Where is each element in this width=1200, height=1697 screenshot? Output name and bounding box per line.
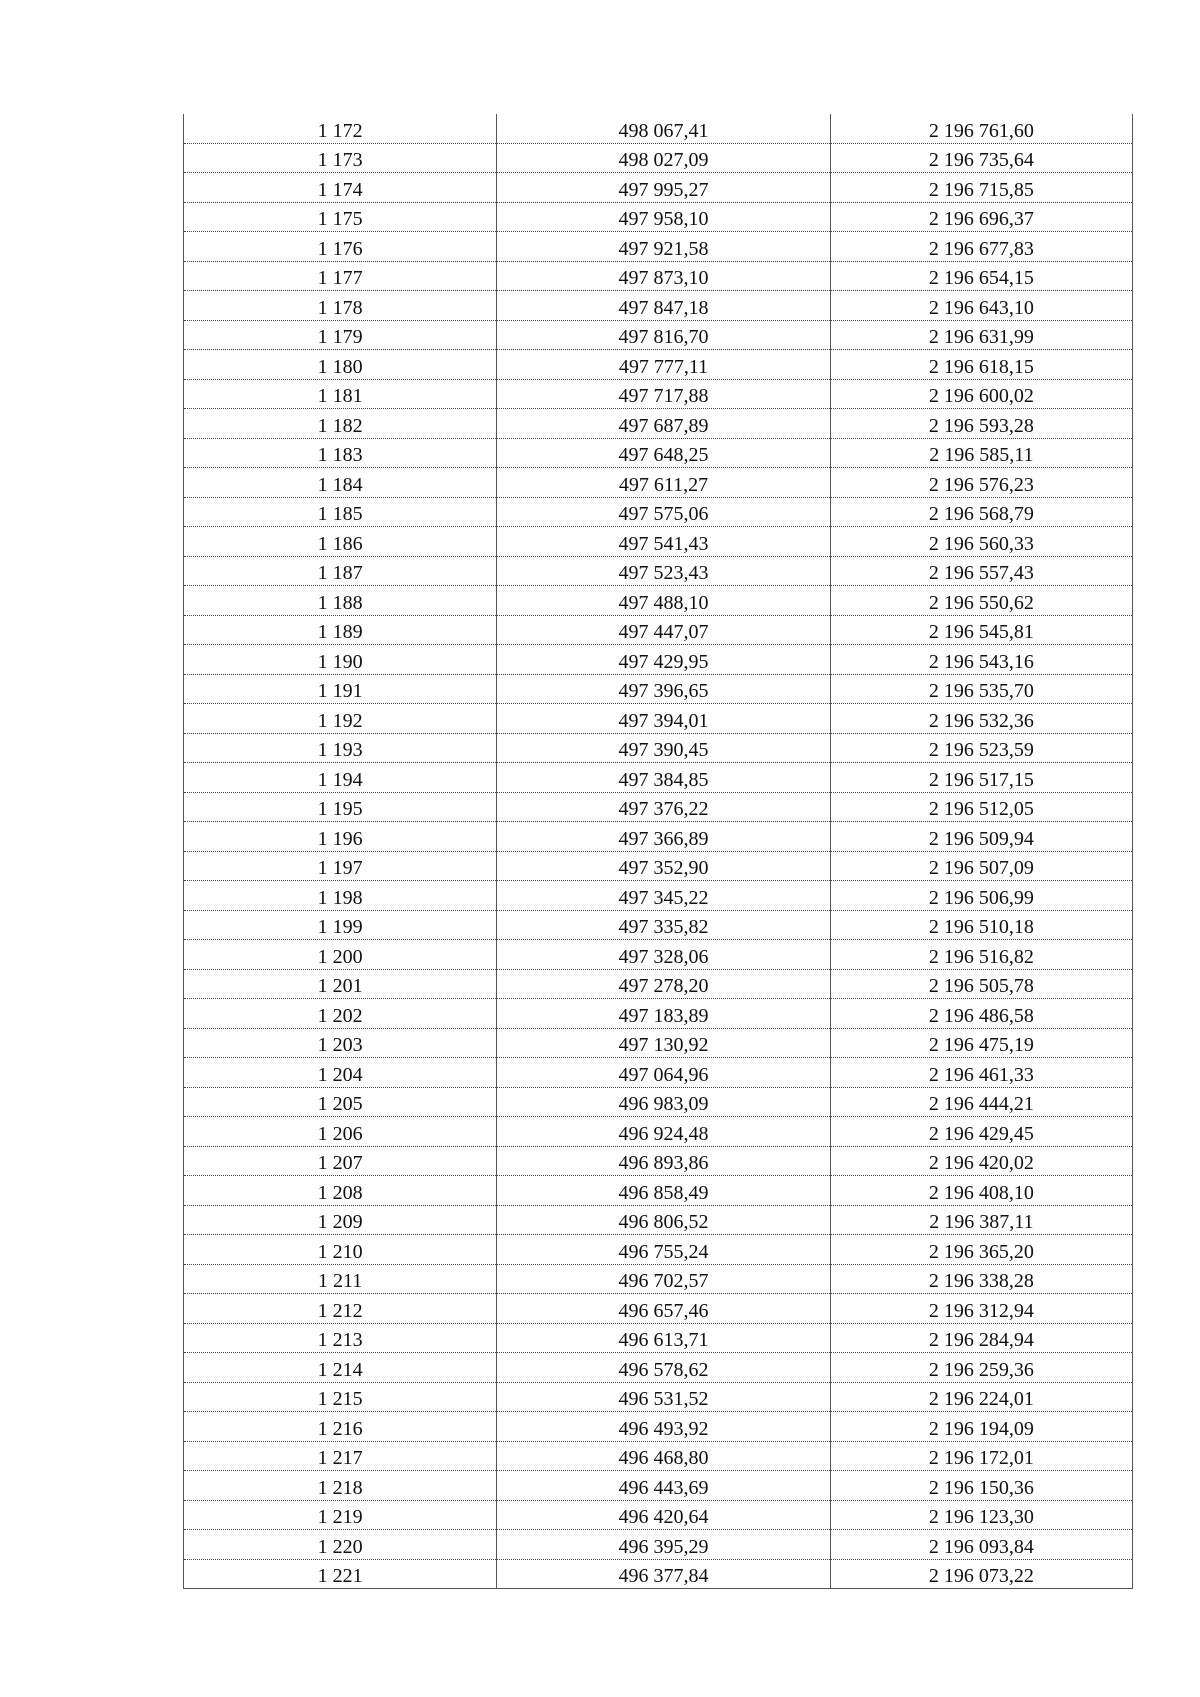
point-number-cell: 1 208 — [184, 1176, 497, 1206]
x-coordinate-cell: 497 873,10 — [497, 261, 830, 291]
table-row — [184, 556, 1133, 586]
x-coordinate-cell: 497 376,22 — [497, 792, 830, 822]
point-number-cell: 1 192 — [184, 704, 497, 734]
table-row — [184, 468, 1133, 498]
x-coordinate-cell: 496 377,84 — [497, 1559, 830, 1589]
y-coordinate-cell: 2 196 550,62 — [830, 586, 1132, 616]
y-coordinate-cell: 2 196 093,84 — [830, 1530, 1132, 1560]
y-coordinate-cell: 2 196 486,58 — [830, 999, 1132, 1029]
y-coordinate-cell: 2 196 643,10 — [830, 291, 1132, 321]
point-number-cell: 1 181 — [184, 379, 497, 409]
point-number-cell: 1 183 — [184, 438, 497, 468]
point-number-cell: 1 205 — [184, 1087, 497, 1117]
y-coordinate-cell: 2 196 408,10 — [830, 1176, 1132, 1206]
y-coordinate-cell: 2 196 677,83 — [830, 232, 1132, 262]
table-row — [184, 881, 1133, 911]
y-coordinate-cell: 2 196 338,28 — [830, 1264, 1132, 1294]
point-number-cell: 1 189 — [184, 615, 497, 645]
point-number-cell: 1 206 — [184, 1117, 497, 1147]
table-row — [184, 202, 1133, 232]
table-row — [184, 910, 1133, 940]
y-coordinate-cell: 2 196 365,20 — [830, 1235, 1132, 1265]
point-number-cell: 1 213 — [184, 1323, 497, 1353]
x-coordinate-cell: 497 335,82 — [497, 910, 830, 940]
x-coordinate-cell: 496 395,29 — [497, 1530, 830, 1560]
table-row — [184, 1117, 1133, 1147]
table-row — [184, 1205, 1133, 1235]
y-coordinate-cell: 2 196 505,78 — [830, 969, 1132, 999]
y-coordinate-cell: 2 196 172,01 — [830, 1441, 1132, 1471]
point-number-cell: 1 194 — [184, 763, 497, 793]
point-number-cell: 1 204 — [184, 1058, 497, 1088]
table-row — [184, 1471, 1133, 1501]
x-coordinate-cell: 497 366,89 — [497, 822, 830, 852]
point-number-cell: 1 172 — [184, 114, 497, 143]
x-coordinate-cell: 496 702,57 — [497, 1264, 830, 1294]
x-coordinate-cell: 497 847,18 — [497, 291, 830, 321]
table-row — [184, 379, 1133, 409]
table-row — [184, 969, 1133, 999]
x-coordinate-cell: 497 611,27 — [497, 468, 830, 498]
point-number-cell: 1 198 — [184, 881, 497, 911]
point-number-cell: 1 191 — [184, 674, 497, 704]
y-coordinate-cell: 2 196 523,59 — [830, 733, 1132, 763]
point-number-cell: 1 174 — [184, 173, 497, 203]
x-coordinate-cell: 497 777,11 — [497, 350, 830, 380]
table-row — [184, 1087, 1133, 1117]
y-coordinate-cell: 2 196 715,85 — [830, 173, 1132, 203]
table-row — [184, 674, 1133, 704]
y-coordinate-cell: 2 196 224,01 — [830, 1382, 1132, 1412]
point-number-cell: 1 218 — [184, 1471, 497, 1501]
table-row — [184, 822, 1133, 852]
x-coordinate-cell: 497 816,70 — [497, 320, 830, 350]
point-number-cell: 1 180 — [184, 350, 497, 380]
y-coordinate-cell: 2 196 194,09 — [830, 1412, 1132, 1442]
table-row — [184, 173, 1133, 203]
point-number-cell: 1 212 — [184, 1294, 497, 1324]
x-coordinate-cell: 496 893,86 — [497, 1146, 830, 1176]
point-number-cell: 1 221 — [184, 1559, 497, 1589]
x-coordinate-cell: 496 420,64 — [497, 1500, 830, 1530]
x-coordinate-cell: 496 755,24 — [497, 1235, 830, 1265]
y-coordinate-cell: 2 196 585,11 — [830, 438, 1132, 468]
x-coordinate-cell: 497 717,88 — [497, 379, 830, 409]
table-row — [184, 1530, 1133, 1560]
x-coordinate-cell: 496 578,62 — [497, 1353, 830, 1383]
y-coordinate-cell: 2 196 543,16 — [830, 645, 1132, 675]
y-coordinate-cell: 2 196 557,43 — [830, 556, 1132, 586]
table-row — [184, 527, 1133, 557]
x-coordinate-cell: 497 995,27 — [497, 173, 830, 203]
table-row — [184, 1441, 1133, 1471]
table-row — [184, 261, 1133, 291]
table-row — [184, 1500, 1133, 1530]
y-coordinate-cell: 2 196 509,94 — [830, 822, 1132, 852]
x-coordinate-cell: 496 657,46 — [497, 1294, 830, 1324]
y-coordinate-cell: 2 196 568,79 — [830, 497, 1132, 527]
table-row — [184, 733, 1133, 763]
point-number-cell: 1 207 — [184, 1146, 497, 1176]
x-coordinate-cell: 498 067,41 — [497, 114, 830, 143]
table-row — [184, 763, 1133, 793]
table-row — [184, 409, 1133, 439]
point-number-cell: 1 177 — [184, 261, 497, 291]
point-number-cell: 1 175 — [184, 202, 497, 232]
point-number-cell: 1 199 — [184, 910, 497, 940]
point-number-cell: 1 182 — [184, 409, 497, 439]
x-coordinate-cell: 497 328,06 — [497, 940, 830, 970]
coordinates-table — [183, 114, 1133, 1589]
x-coordinate-cell: 497 396,65 — [497, 674, 830, 704]
x-coordinate-cell: 497 958,10 — [497, 202, 830, 232]
point-number-cell: 1 211 — [184, 1264, 497, 1294]
table-row — [184, 999, 1133, 1029]
table-row — [184, 291, 1133, 321]
y-coordinate-cell: 2 196 387,11 — [830, 1205, 1132, 1235]
y-coordinate-cell: 2 196 510,18 — [830, 910, 1132, 940]
y-coordinate-cell: 2 196 420,02 — [830, 1146, 1132, 1176]
y-coordinate-cell: 2 196 516,82 — [830, 940, 1132, 970]
y-coordinate-cell: 2 196 535,70 — [830, 674, 1132, 704]
x-coordinate-cell: 497 390,45 — [497, 733, 830, 763]
y-coordinate-cell: 2 196 735,64 — [830, 143, 1132, 173]
x-coordinate-cell: 497 523,43 — [497, 556, 830, 586]
point-number-cell: 1 186 — [184, 527, 497, 557]
x-coordinate-cell: 497 447,07 — [497, 615, 830, 645]
y-coordinate-cell: 2 196 560,33 — [830, 527, 1132, 557]
table-row — [184, 497, 1133, 527]
table-row — [184, 1412, 1133, 1442]
point-number-cell: 1 193 — [184, 733, 497, 763]
y-coordinate-cell: 2 196 259,36 — [830, 1353, 1132, 1383]
x-coordinate-cell: 497 575,06 — [497, 497, 830, 527]
y-coordinate-cell: 2 196 631,99 — [830, 320, 1132, 350]
y-coordinate-cell: 2 196 506,99 — [830, 881, 1132, 911]
point-number-cell: 1 217 — [184, 1441, 497, 1471]
table-row — [184, 143, 1133, 173]
y-coordinate-cell: 2 196 576,23 — [830, 468, 1132, 498]
point-number-cell: 1 203 — [184, 1028, 497, 1058]
coordinates-table-body — [184, 114, 1133, 1589]
point-number-cell: 1 219 — [184, 1500, 497, 1530]
y-coordinate-cell: 2 196 461,33 — [830, 1058, 1132, 1088]
x-coordinate-cell: 496 493,92 — [497, 1412, 830, 1442]
point-number-cell: 1 201 — [184, 969, 497, 999]
x-coordinate-cell: 497 345,22 — [497, 881, 830, 911]
table-row — [184, 615, 1133, 645]
x-coordinate-cell: 497 394,01 — [497, 704, 830, 734]
point-number-cell: 1 210 — [184, 1235, 497, 1265]
x-coordinate-cell: 496 468,80 — [497, 1441, 830, 1471]
x-coordinate-cell: 497 183,89 — [497, 999, 830, 1029]
point-number-cell: 1 215 — [184, 1382, 497, 1412]
x-coordinate-cell: 496 806,52 — [497, 1205, 830, 1235]
y-coordinate-cell: 2 196 284,94 — [830, 1323, 1132, 1353]
table-row — [184, 1058, 1133, 1088]
y-coordinate-cell: 2 196 150,36 — [830, 1471, 1132, 1501]
y-coordinate-cell: 2 196 696,37 — [830, 202, 1132, 232]
point-number-cell: 1 190 — [184, 645, 497, 675]
point-number-cell: 1 197 — [184, 851, 497, 881]
point-number-cell: 1 200 — [184, 940, 497, 970]
table-row — [184, 1323, 1133, 1353]
x-coordinate-cell: 497 429,95 — [497, 645, 830, 675]
y-coordinate-cell: 2 196 475,19 — [830, 1028, 1132, 1058]
point-number-cell: 1 178 — [184, 291, 497, 321]
x-coordinate-cell: 497 130,92 — [497, 1028, 830, 1058]
table-row — [184, 586, 1133, 616]
table-row — [184, 1146, 1133, 1176]
x-coordinate-cell: 497 541,43 — [497, 527, 830, 557]
y-coordinate-cell: 2 196 512,05 — [830, 792, 1132, 822]
table-row — [184, 1382, 1133, 1412]
y-coordinate-cell: 2 196 654,15 — [830, 261, 1132, 291]
y-coordinate-cell: 2 196 444,21 — [830, 1087, 1132, 1117]
table-row — [184, 704, 1133, 734]
point-number-cell: 1 220 — [184, 1530, 497, 1560]
point-number-cell: 1 209 — [184, 1205, 497, 1235]
point-number-cell: 1 184 — [184, 468, 497, 498]
x-coordinate-cell: 497 278,20 — [497, 969, 830, 999]
x-coordinate-cell: 497 384,85 — [497, 763, 830, 793]
x-coordinate-cell: 497 648,25 — [497, 438, 830, 468]
table-row — [184, 320, 1133, 350]
x-coordinate-cell: 498 027,09 — [497, 143, 830, 173]
x-coordinate-cell: 496 531,52 — [497, 1382, 830, 1412]
table-row — [184, 1353, 1133, 1383]
point-number-cell: 1 216 — [184, 1412, 497, 1442]
x-coordinate-cell: 496 443,69 — [497, 1471, 830, 1501]
point-number-cell: 1 202 — [184, 999, 497, 1029]
x-coordinate-cell: 496 924,48 — [497, 1117, 830, 1147]
point-number-cell: 1 188 — [184, 586, 497, 616]
y-coordinate-cell: 2 196 618,15 — [830, 350, 1132, 380]
point-number-cell: 1 173 — [184, 143, 497, 173]
y-coordinate-cell: 2 196 312,94 — [830, 1294, 1132, 1324]
table-row — [184, 792, 1133, 822]
table-row — [184, 1028, 1133, 1058]
x-coordinate-cell: 496 613,71 — [497, 1323, 830, 1353]
table-row — [184, 645, 1133, 675]
y-coordinate-cell: 2 196 429,45 — [830, 1117, 1132, 1147]
x-coordinate-cell: 497 921,58 — [497, 232, 830, 262]
table-row — [184, 438, 1133, 468]
point-number-cell: 1 196 — [184, 822, 497, 852]
x-coordinate-cell: 497 352,90 — [497, 851, 830, 881]
table-row — [184, 1264, 1133, 1294]
y-coordinate-cell: 2 196 073,22 — [830, 1559, 1132, 1589]
table-row — [184, 114, 1133, 143]
point-number-cell: 1 214 — [184, 1353, 497, 1383]
point-number-cell: 1 185 — [184, 497, 497, 527]
table-row — [184, 1235, 1133, 1265]
table-row — [184, 350, 1133, 380]
x-coordinate-cell: 497 687,89 — [497, 409, 830, 439]
y-coordinate-cell: 2 196 507,09 — [830, 851, 1132, 881]
table-row — [184, 851, 1133, 881]
table-row — [184, 1176, 1133, 1206]
y-coordinate-cell: 2 196 761,60 — [830, 114, 1132, 143]
y-coordinate-cell: 2 196 123,30 — [830, 1500, 1132, 1530]
x-coordinate-cell: 496 983,09 — [497, 1087, 830, 1117]
point-number-cell: 1 176 — [184, 232, 497, 262]
y-coordinate-cell: 2 196 517,15 — [830, 763, 1132, 793]
point-number-cell: 1 195 — [184, 792, 497, 822]
table-row — [184, 940, 1133, 970]
x-coordinate-cell: 496 858,49 — [497, 1176, 830, 1206]
x-coordinate-cell: 497 488,10 — [497, 586, 830, 616]
table-row — [184, 1559, 1133, 1589]
table-row — [184, 1294, 1133, 1324]
y-coordinate-cell: 2 196 545,81 — [830, 615, 1132, 645]
x-coordinate-cell: 497 064,96 — [497, 1058, 830, 1088]
y-coordinate-cell: 2 196 593,28 — [830, 409, 1132, 439]
point-number-cell: 1 179 — [184, 320, 497, 350]
point-number-cell: 1 187 — [184, 556, 497, 586]
y-coordinate-cell: 2 196 532,36 — [830, 704, 1132, 734]
table-row — [184, 232, 1133, 262]
y-coordinate-cell: 2 196 600,02 — [830, 379, 1132, 409]
